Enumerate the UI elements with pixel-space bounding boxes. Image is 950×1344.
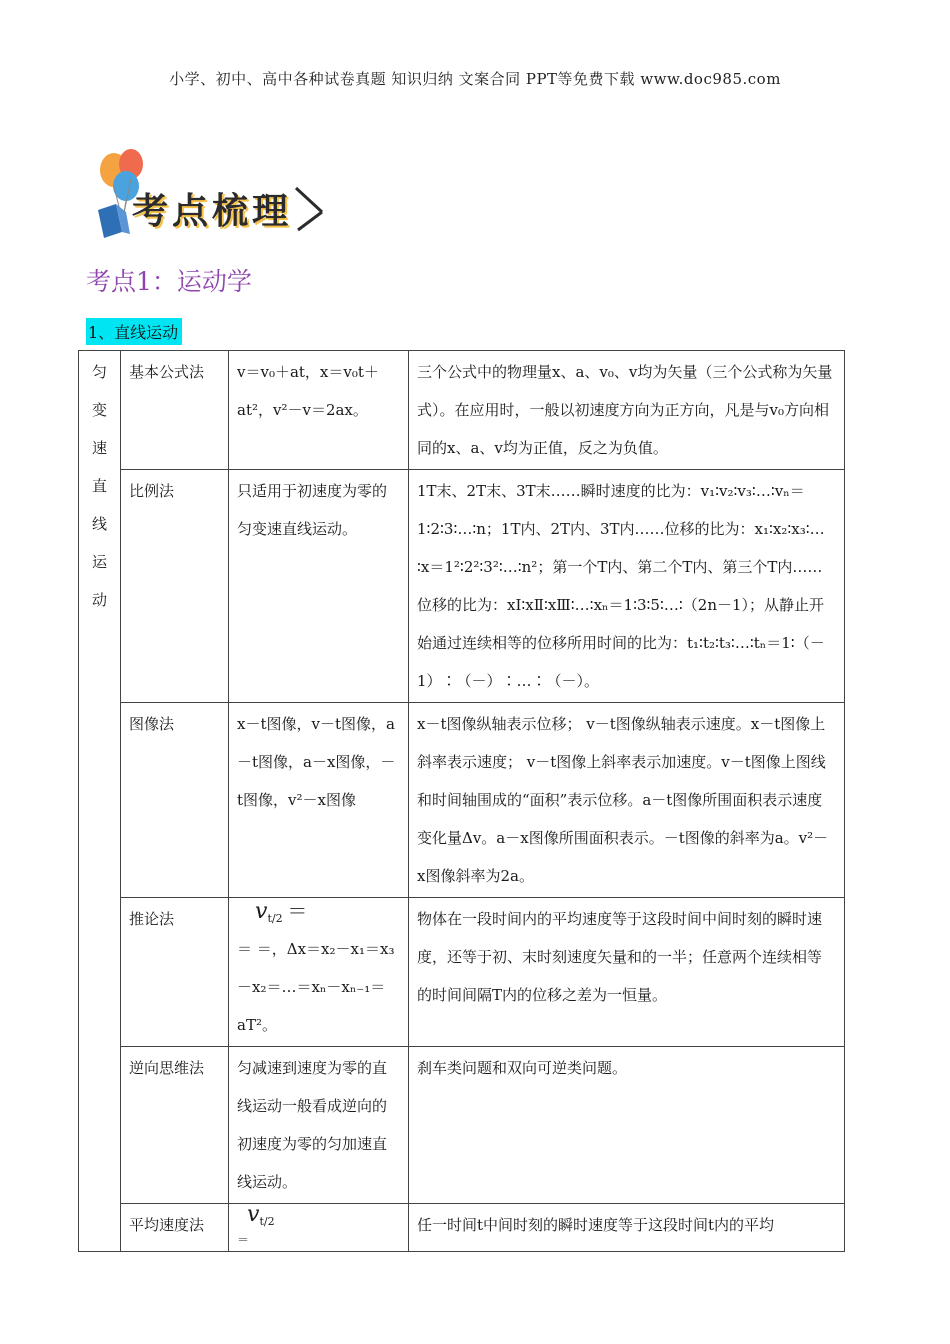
note-cell: 物体在一段时间内的平均速度等于这段时间中间时刻的瞬时速度，还等于初、末时刻速度矢量和的一半；任意两个连续相等的时间间隔T内的位移之差为一恒量。 — [409, 898, 845, 1047]
formula-cell — [229, 1204, 409, 1252]
method-cell: 基本公式法 — [121, 351, 229, 470]
method-cell: 平均速度法 — [121, 1204, 229, 1252]
formula-cell: 匀减速到速度为零的直线运动一般看成逆向的初速度为零的匀加速直线运动。 — [229, 1047, 409, 1204]
velocity-subscript: t/2 — [267, 912, 283, 925]
section-title: 考点1：运动学 — [86, 267, 252, 296]
method-cell: 图像法 — [121, 703, 229, 898]
note-cell: 任一时间t中间时刻的瞬时速度等于这段时间t内的平均 — [409, 1204, 845, 1252]
kinematics-table — [78, 350, 845, 1252]
formula-cell: v＝v₀＋at，x＝v₀t＋at²，v²－v＝2ax。 — [229, 351, 409, 470]
formula-cell — [229, 898, 409, 1047]
note-cell: 1T末、2T末、3T末……瞬时速度的比为：v₁∶v₂∶v₃∶…∶vₙ＝1∶2∶3∶…∶n；1T内、2T内、3T内……位移的比为：x₁∶x₂∶x₃∶…∶x＝1²∶2²∶3²∶…∶n²；第一个T内、第二个T内、第三个T内……位移的比为：xⅠ∶xⅡ∶xⅢ∶…∶xₙ＝1∶3∶5∶…∶（2n－1）；从静止开始通过连续相等的位移所用时间的比为：t₁∶t₂∶t₃∶…∶tₙ＝1∶（－1）∶（－）∶…∶（－）。 — [409, 470, 845, 703]
formula-text: ＝ ＝，Δx＝x₂－x₁＝x₃－x₂＝…＝xₙ－xₙ₋₁＝aT²。 — [237, 940, 395, 1034]
subsection-title: 1、直线运动 — [86, 318, 182, 345]
method-cell: 推论法 — [121, 898, 229, 1047]
velocity-symbol: v — [247, 1202, 260, 1227]
table-row — [79, 898, 845, 1047]
method-cell: 比例法 — [121, 470, 229, 703]
equals-sign: ＝ — [287, 899, 308, 923]
page-header: 小学、初中、高中各种试卷真题 知识归纳 文案合同 PPT等免费下载 www.doc985.com — [169, 70, 781, 88]
table-row — [79, 1204, 845, 1252]
formula-cell: 只适用于初速度为零的匀变速直线运动。 — [229, 470, 409, 703]
table-row — [79, 703, 845, 898]
note-cell: 刹车类问题和双向可逆类问题。 — [409, 1047, 845, 1204]
velocity-subscript: t/2 — [259, 1215, 275, 1228]
table-row — [79, 470, 845, 703]
table-row — [79, 1047, 845, 1204]
formula-cell: x－t图像，v－t图像，a－t图像，a－x图像，－t图像，v²－x图像 — [229, 703, 409, 898]
velocity-symbol: v — [255, 899, 268, 924]
table-row — [79, 351, 845, 470]
method-cell: 逆向思维法 — [121, 1047, 229, 1204]
banner-title: 考点梳理 — [132, 191, 293, 232]
formula-text: ＝ — [237, 1233, 250, 1247]
note-cell: x－t图像纵轴表示位移； v－t图像纵轴表示速度。x－t图像上斜率表示速度； v－t图像上斜率表示加速度。v－t图像上图线和时间轴围成的“面积”表示位移。a－t图像所围面积表示速度变化量Δv。a－x图像所围面积表示。－t图像的斜率为a。v²－x图像斜率为2a。 — [409, 703, 845, 898]
group-label: 匀 变 速 直 线 运 动 — [79, 351, 121, 1252]
note-cell: 三个公式中的物理量x、a、v₀、v均为矢量（三个公式称为矢量式）。在应用时，一般以初速度方向为正方向，凡是与v₀方向相同的x、a、v均为正值，反之为负值。 — [409, 351, 845, 470]
